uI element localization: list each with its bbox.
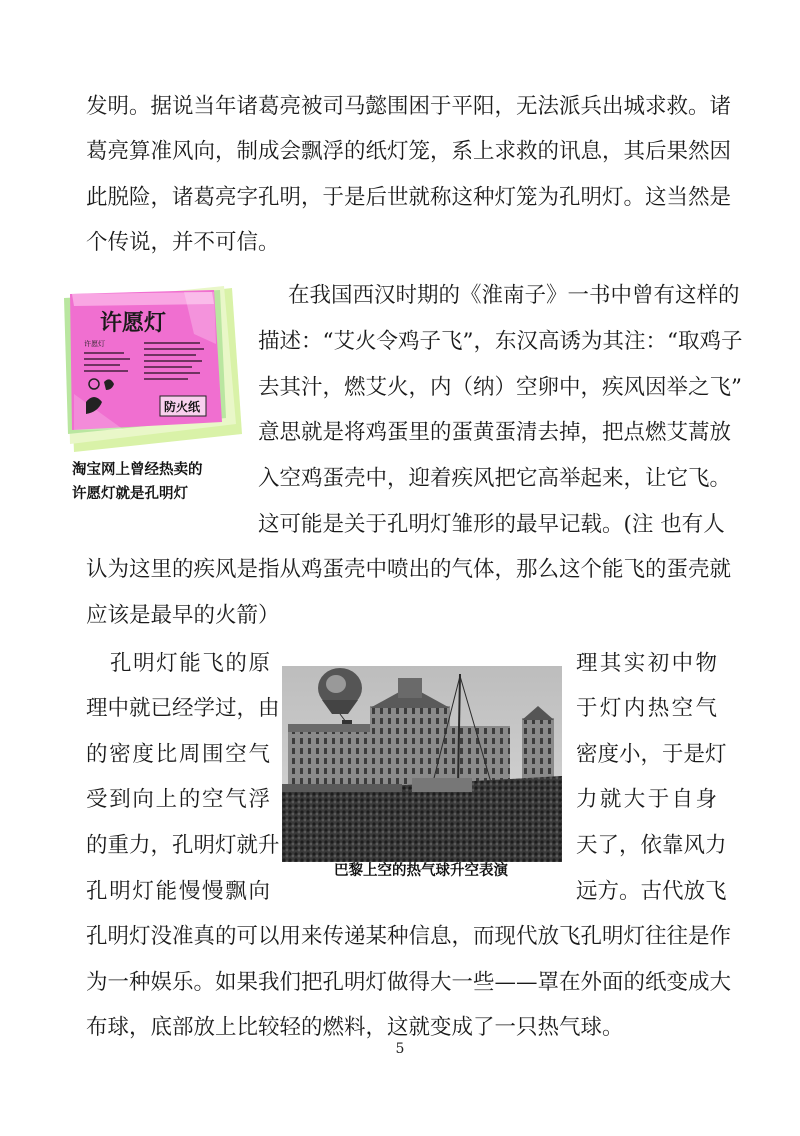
text-line-17: 的密度比周围空气 <box>86 742 270 767</box>
text-line-5: 在我国西汉时期的《淮南子》一书中曾有这样的 <box>288 283 740 308</box>
text-line-27: 布球，底部放上比较轻的燃料，这就变成了一只热气球。 <box>86 1015 624 1040</box>
text-line-4: 个传说，并不可信。 <box>86 230 280 255</box>
text-line-14: 理其实初中物 <box>576 651 717 676</box>
text-line-9: 入空鸡蛋壳中，迎着疾风把它高举起来，让它飞。 <box>258 466 732 491</box>
text-line-11: 认为这里的疾风是指从鸡蛋壳中喷出的气体，那么这个能飞的蛋壳就 <box>86 557 732 582</box>
lantern-package-illustration <box>64 284 244 456</box>
text-line-3: 此脱险，诸葛亮字孔明，于是后世就称这种灯笼为孔明灯。这当然是 <box>86 185 732 210</box>
package-subtitle: 许愿灯 <box>84 340 105 348</box>
page-number: 5 <box>395 1041 405 1057</box>
text-line-18: 密度小，于是灯 <box>576 742 727 767</box>
package-title: 许愿灯 <box>100 311 167 336</box>
paris-balloon-photo <box>282 666 562 862</box>
text-line-13: 孔明灯能飞的原 <box>110 651 270 676</box>
text-line-19: 受到向上的空气浮 <box>86 787 270 812</box>
text-line-6: 描述：“艾火令鸡子飞”，东汉高诱为其注：“取鸡子 <box>258 329 743 354</box>
text-line-2: 葛亮算准风向，制成会飘浮的纸灯笼，系上求救的讯息，其后果然因 <box>86 139 732 164</box>
text-line-22: 天了，依靠风力 <box>576 833 727 858</box>
text-line-26: 为一种娱乐。如果我们把孔明灯做得大一些——罩在外面的纸变成大 <box>86 970 732 995</box>
package-label: 防火纸 <box>164 400 201 414</box>
text-line-16: 于灯内热空气 <box>576 696 717 721</box>
balloon-caption: 巴黎上空的热气球升空表演 <box>334 863 508 879</box>
text-line-25: 孔明灯没准真的可以用来传递某种信息，而现代放飞孔明灯往往是作 <box>86 924 732 949</box>
text-line-24: 远方。古代放飞 <box>576 879 727 904</box>
lantern-caption-line-2: 许愿灯就是孔明灯 <box>72 486 188 502</box>
lantern-package-photo <box>64 284 244 456</box>
paris-balloon-illustration <box>282 666 562 862</box>
text-line-10: 这可能是关于孔明灯雏形的最早记载。(注 也有人 <box>258 512 725 537</box>
text-line-1: 发明。据说当年诸葛亮被司马懿围困于平阳，无法派兵出城求救。诸 <box>86 94 732 119</box>
text-line-23: 孔明灯能慢慢飘向 <box>86 879 270 904</box>
lantern-caption-line-1: 淘宝网上曾经热卖的 <box>72 462 203 478</box>
text-line-20: 力就大于自身 <box>576 787 717 812</box>
text-line-15: 理中就已经学过，由 <box>86 696 280 721</box>
text-line-12: 应该是最早的火箭） <box>86 603 280 628</box>
text-line-21: 的重力，孔明灯就升 <box>86 833 280 858</box>
text-line-7: 去其汁，燃艾火，内（纳）空卵中，疾风因举之飞” <box>258 375 742 400</box>
text-line-8: 意思就是将鸡蛋里的蛋黄蛋清去掉，把点燃艾蒿放 <box>258 420 732 445</box>
